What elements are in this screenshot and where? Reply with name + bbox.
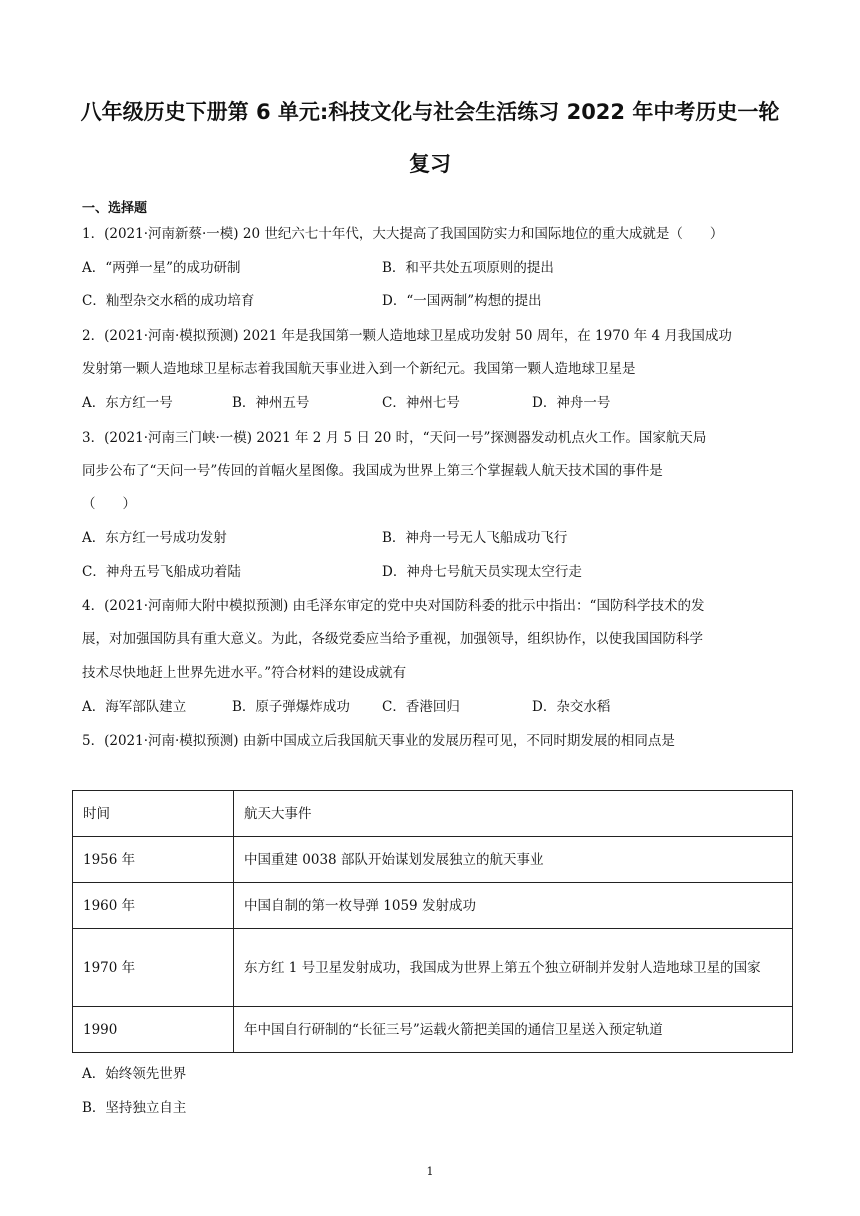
event-cell: 中国自制的第一枚导弹 1059 发射成功: [234, 883, 793, 929]
table-row: [73, 1007, 793, 1053]
q2-option-b: B．神州五号: [232, 395, 310, 411]
header-cell-time: 时间: [73, 791, 234, 837]
question-4-stem-line-2: 展，对加强国防具有重大意义。为此，各级党委应当给予重视，加强领导，组织协作，以使我国国防科学: [82, 631, 703, 647]
q2-option-c: C．神州七号: [382, 395, 460, 411]
year-cell: 1970 年: [73, 929, 234, 1007]
table-row: [73, 883, 793, 929]
page-number: 1: [426, 1165, 434, 1178]
event-cell: 中国重建 0038 部队开始谋划发展独立的航天事业: [234, 837, 793, 883]
q3-option-c: C．神舟五号飞船成功着陆: [82, 564, 241, 580]
space-events-table: [72, 790, 793, 1053]
question-2-stem-line-2: 发射第一颗人造地球卫星标志着我国航天事业进入到一个新纪元。我国第一颗人造地球卫星是: [82, 361, 636, 377]
title-line-1: 八年级历史下册第 6 单元:科技文化与社会生活练习 2022 年中考历史一轮: [80, 100, 780, 124]
q3-option-a: A．东方红一号成功发射: [82, 530, 227, 546]
question-3-stem-line-2: 同步公布了“天问一号”传回的首幅火星图像。我国成为世界上第三个掌握载人航天技术国的事件是: [82, 463, 663, 479]
table-row: [73, 837, 793, 883]
table-header-row: [73, 791, 793, 837]
question-1-stem: 1．(2021·河南新蔡·一模) 20 世纪六七十年代，大大提高了我国国防实力和国际地位的重大成就是（ ）: [82, 226, 724, 242]
q1-option-a: A．“两弹一星”的成功研制: [82, 260, 241, 276]
q1-option-d: D．“一国两制”构想的提出: [382, 293, 542, 309]
question-4-stem-line-3: 技术尽快地赶上世界先进水平。”符合材料的建设成就有: [82, 665, 407, 681]
year-cell: 1960 年: [73, 883, 234, 929]
q4-option-a: A．海军部队建立: [82, 699, 187, 715]
question-3-stem-line-3: （ ）: [82, 496, 136, 512]
question-4-stem-line-1: 4．(2021·河南师大附中模拟预测) 由毛泽东审定的党中央对国防科委的批示中指出：“国防科学技术的发: [82, 598, 705, 614]
q2-option-a: A．东方红一号: [82, 395, 173, 411]
q5-option-b: B．坚持独立自主: [82, 1100, 187, 1116]
question-5-stem: 5．(2021·河南·模拟预测) 由新中国成立后我国航天事业的发展历程可见，不同时期发展的相同点是: [82, 733, 675, 749]
q4-option-b: B．原子弹爆炸成功: [232, 699, 350, 715]
q5-option-a: A．始终领先世界: [82, 1066, 187, 1082]
q3-option-d: D．神舟七号航天员实现太空行走: [382, 564, 582, 580]
title-line-2: 复习: [409, 152, 451, 176]
header-cell-event: 航天大事件: [234, 791, 793, 837]
q4-option-c: C．香港回归: [382, 699, 460, 715]
year-cell: 1956 年: [73, 837, 234, 883]
q1-option-c: C．籼型杂交水稻的成功培育: [82, 293, 255, 309]
event-cell: 东方红 1 号卫星发射成功，我国成为世界上第五个独立研制并发射人造地球卫星的国家: [234, 929, 793, 1007]
document-title: [70, 86, 790, 190]
q3-option-b: B．神舟一号无人飞船成功飞行: [382, 530, 568, 546]
section-heading: 一、选择题: [82, 201, 148, 216]
q4-option-d: D．杂交水稻: [532, 699, 611, 715]
q2-option-d: D．神舟一号: [532, 395, 611, 411]
event-cell: 年中国自行研制的“长征三号”运载火箭把美国的通信卫星送入预定轨道: [234, 1007, 793, 1053]
table-row: [73, 929, 793, 1007]
q1-option-b: B．和平共处五项原则的提出: [382, 260, 554, 276]
year-cell: 1990: [73, 1007, 234, 1053]
question-2-stem-line-1: 2．(2021·河南·模拟预测) 2021 年是我国第一颗人造地球卫星成功发射 50 周年，在 1970 年 4 月我国成功: [82, 328, 732, 344]
question-3-stem-line-1: 3．(2021·河南三门峡·一模) 2021 年 2 月 5 日 20 时，“天问一号”探测器发动机点火工作。国家航天局: [82, 430, 707, 446]
